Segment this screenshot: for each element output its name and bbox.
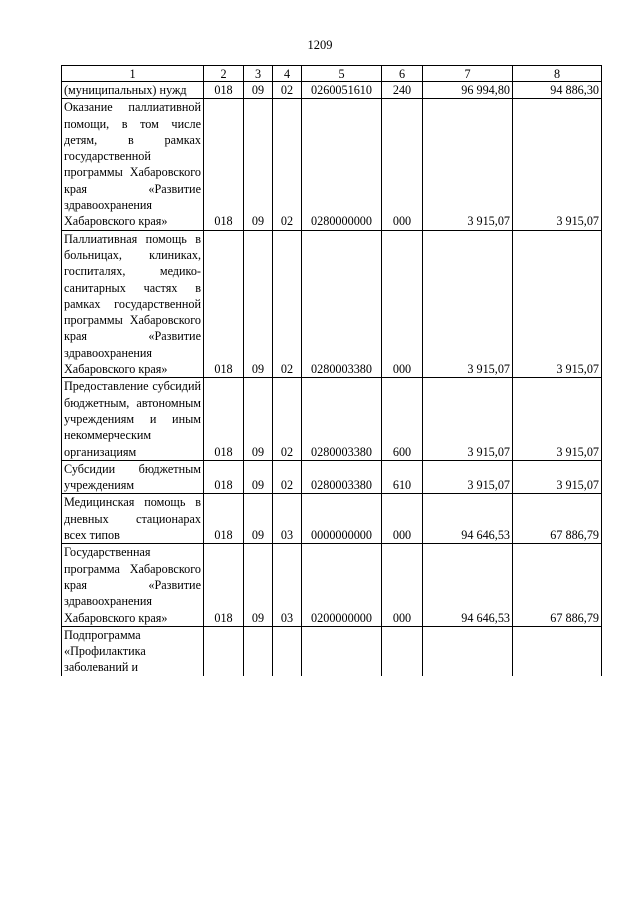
column-header: 1 bbox=[62, 66, 204, 82]
row-name: Медицинская помощь в дневных стационарах всех типов bbox=[62, 494, 204, 544]
target-code: 0260051610 bbox=[302, 82, 382, 99]
section-code: 09 bbox=[244, 544, 273, 626]
expense-type-code: 000 bbox=[382, 494, 423, 544]
subsection-code: 02 bbox=[273, 82, 302, 99]
ministry-code: 018 bbox=[204, 82, 244, 99]
target-code bbox=[302, 626, 382, 675]
table-header-row bbox=[62, 66, 602, 82]
sum-col-7: 3 915,07 bbox=[423, 99, 513, 230]
row-name: Подпрограмма «Профилактика заболеваний и bbox=[62, 626, 204, 675]
target-code: 0280003380 bbox=[302, 460, 382, 494]
ministry-code: 018 bbox=[204, 230, 244, 378]
ministry-code bbox=[204, 626, 244, 675]
column-header: 8 bbox=[513, 66, 602, 82]
target-code: 0280003380 bbox=[302, 230, 382, 378]
sum-col-7: 3 915,07 bbox=[423, 460, 513, 494]
table-row bbox=[62, 82, 602, 99]
sum-col-8: 3 915,07 bbox=[513, 230, 602, 378]
ministry-code: 018 bbox=[204, 378, 244, 460]
ministry-code: 018 bbox=[204, 460, 244, 494]
row-name: Государственная программа Хабаровского края «Развитие здравоохранения Хабаровского края» bbox=[62, 544, 204, 626]
row-name: (муниципальных) нужд bbox=[62, 82, 204, 99]
column-header: 7 bbox=[423, 66, 513, 82]
sum-col-8 bbox=[513, 626, 602, 675]
subsection-code: 03 bbox=[273, 544, 302, 626]
column-header: 5 bbox=[302, 66, 382, 82]
column-header: 3 bbox=[244, 66, 273, 82]
sum-col-8: 94 886,30 bbox=[513, 82, 602, 99]
ministry-code: 018 bbox=[204, 544, 244, 626]
section-code: 09 bbox=[244, 99, 273, 230]
section-code: 09 bbox=[244, 82, 273, 99]
table-row bbox=[62, 544, 602, 626]
sum-col-7: 94 646,53 bbox=[423, 544, 513, 626]
row-name: Субсидии бюджетным учреждениям bbox=[62, 460, 204, 494]
expense-type-code: 000 bbox=[382, 544, 423, 626]
sum-col-7: 3 915,07 bbox=[423, 378, 513, 460]
target-code: 0280003380 bbox=[302, 378, 382, 460]
subsection-code: 02 bbox=[273, 460, 302, 494]
ministry-code: 018 bbox=[204, 494, 244, 544]
column-header: 6 bbox=[382, 66, 423, 82]
table-row bbox=[62, 378, 602, 460]
ministry-code: 018 bbox=[204, 99, 244, 230]
row-name: Оказание паллиативной помощи, в том числе детям, в рамках государственной программы Хабаровского края «Развитие здравоохранения Хабаровского края» bbox=[62, 99, 204, 230]
section-code bbox=[244, 626, 273, 675]
column-header: 2 bbox=[204, 66, 244, 82]
sum-col-7 bbox=[423, 626, 513, 675]
sum-col-7: 3 915,07 bbox=[423, 230, 513, 378]
table-row bbox=[62, 626, 602, 675]
sum-col-8: 67 886,79 bbox=[513, 494, 602, 544]
expense-type-code bbox=[382, 626, 423, 675]
table-row bbox=[62, 99, 602, 230]
expense-type-code: 600 bbox=[382, 378, 423, 460]
budget-table bbox=[61, 65, 602, 676]
sum-col-8: 3 915,07 bbox=[513, 99, 602, 230]
table-row bbox=[62, 230, 602, 378]
target-code: 0280000000 bbox=[302, 99, 382, 230]
section-code: 09 bbox=[244, 378, 273, 460]
row-name: Паллиативная помощь в больницах, клиниках, госпиталях, медико-санитарных частях в рамках государственной программы Хабаровского края «Развитие здравоохранения Хабаровского края» bbox=[62, 230, 204, 378]
sum-col-7: 94 646,53 bbox=[423, 494, 513, 544]
page-number: 1209 bbox=[307, 38, 333, 52]
expense-type-code: 000 bbox=[382, 230, 423, 378]
column-header: 4 bbox=[273, 66, 302, 82]
target-code: 0000000000 bbox=[302, 494, 382, 544]
sum-col-8: 3 915,07 bbox=[513, 378, 602, 460]
sum-col-7: 96 994,80 bbox=[423, 82, 513, 99]
subsection-code bbox=[273, 626, 302, 675]
section-code: 09 bbox=[244, 494, 273, 544]
subsection-code: 02 bbox=[273, 230, 302, 378]
table-row bbox=[62, 460, 602, 494]
subsection-code: 02 bbox=[273, 99, 302, 230]
expense-type-code: 610 bbox=[382, 460, 423, 494]
target-code: 0200000000 bbox=[302, 544, 382, 626]
sum-col-8: 3 915,07 bbox=[513, 460, 602, 494]
section-code: 09 bbox=[244, 230, 273, 378]
subsection-code: 02 bbox=[273, 378, 302, 460]
expense-type-code: 000 bbox=[382, 99, 423, 230]
expense-type-code: 240 bbox=[382, 82, 423, 99]
subsection-code: 03 bbox=[273, 494, 302, 544]
row-name: Предоставление субсидий бюджетным, автономным учреждениям и иным некоммерческим организациям bbox=[62, 378, 204, 460]
sum-col-8: 67 886,79 bbox=[513, 544, 602, 626]
table-row bbox=[62, 494, 602, 544]
section-code: 09 bbox=[244, 460, 273, 494]
